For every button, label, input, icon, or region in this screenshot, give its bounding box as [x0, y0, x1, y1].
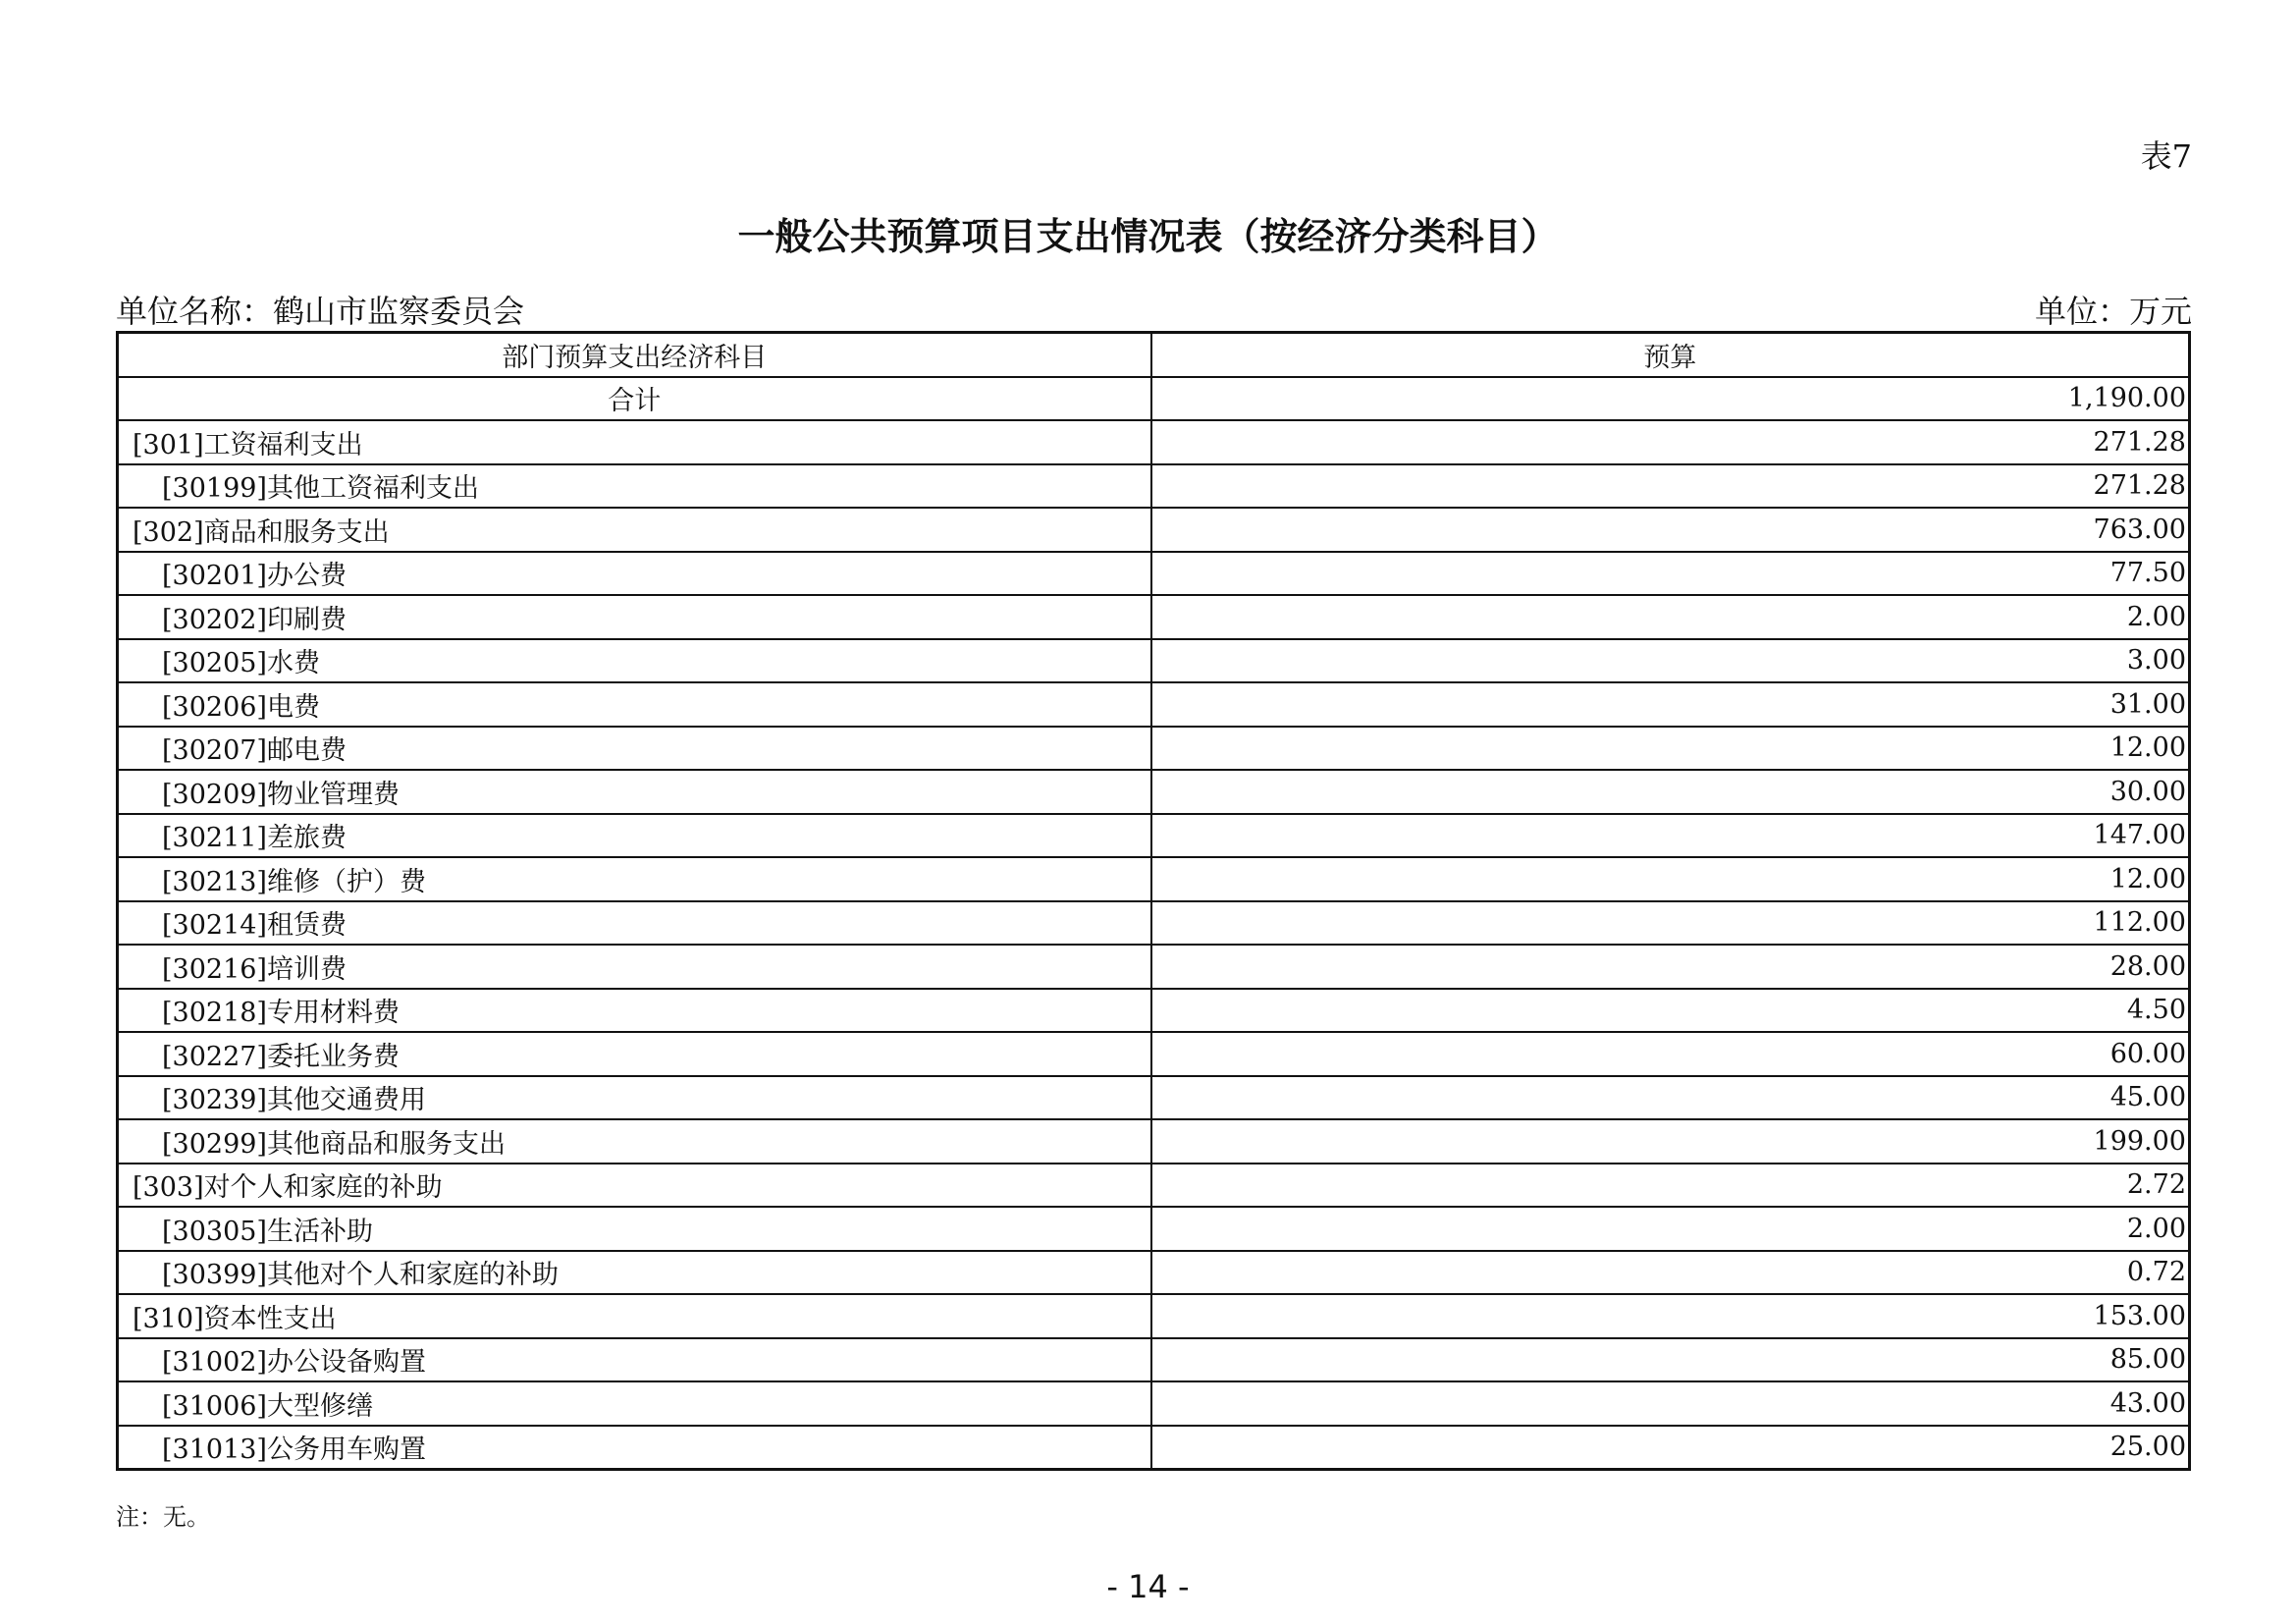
- category-cell: [30305]生活补助: [118, 1207, 1151, 1251]
- category-cell: 合计: [118, 377, 1151, 421]
- table-row: [118, 595, 2190, 639]
- table-row: [118, 1032, 2190, 1076]
- category-cell: [30199]其他工资福利支出: [118, 464, 1151, 509]
- amount-cell: 0.72: [1151, 1251, 2190, 1295]
- table-row: [118, 1119, 2190, 1164]
- amount-cell: 2.00: [1151, 595, 2190, 639]
- amount-cell: 763.00: [1151, 508, 2190, 552]
- table-row: [118, 945, 2190, 989]
- amount-cell: 31.00: [1151, 682, 2190, 727]
- amount-cell: 12.00: [1151, 857, 2190, 901]
- table-row: [118, 682, 2190, 727]
- category-cell: [30399]其他对个人和家庭的补助: [118, 1251, 1151, 1295]
- column-header-category: 部门预算支出经济科目: [118, 333, 1151, 377]
- category-cell: [31013]公务用车购置: [118, 1426, 1151, 1470]
- table-row: [118, 464, 2190, 509]
- category-cell: [301]工资福利支出: [118, 420, 1151, 464]
- category-cell: [30218]专用材料费: [118, 989, 1151, 1033]
- category-cell: [31002]办公设备购置: [118, 1338, 1151, 1382]
- category-cell: [30299]其他商品和服务支出: [118, 1119, 1151, 1164]
- table-row: [118, 1207, 2190, 1251]
- amount-cell: 4.50: [1151, 989, 2190, 1033]
- amount-cell: 30.00: [1151, 770, 2190, 814]
- amount-cell: 28.00: [1151, 945, 2190, 989]
- category-cell: [30216]培训费: [118, 945, 1151, 989]
- table-body: [118, 377, 2190, 1470]
- category-cell: [30239]其他交通费用: [118, 1076, 1151, 1120]
- category-cell: [30207]邮电费: [118, 727, 1151, 771]
- table-row: [118, 1294, 2190, 1338]
- table-note: 注：无。: [116, 1503, 210, 1531]
- table-row: [118, 1426, 2190, 1470]
- currency-unit-label: 单位：万元: [2034, 293, 2192, 330]
- table-row: [118, 989, 2190, 1033]
- budget-table: [116, 331, 2191, 1471]
- amount-cell: 60.00: [1151, 1032, 2190, 1076]
- page-title: 一般公共预算项目支出情况表（按经济分类科目）: [737, 215, 1559, 258]
- amount-cell: 2.72: [1151, 1164, 2190, 1208]
- table-row: [118, 814, 2190, 858]
- amount-cell: 1,190.00: [1151, 377, 2190, 421]
- table-row: [118, 857, 2190, 901]
- table-total-row: [118, 377, 2190, 421]
- amount-cell: 2.00: [1151, 1207, 2190, 1251]
- category-cell: [31006]大型修缮: [118, 1381, 1151, 1426]
- amount-cell: 45.00: [1151, 1076, 2190, 1120]
- amount-cell: 271.28: [1151, 464, 2190, 509]
- amount-cell: 199.00: [1151, 1119, 2190, 1164]
- table-row: [118, 1251, 2190, 1295]
- table-row: [118, 1076, 2190, 1120]
- category-cell: [30227]委托业务费: [118, 1032, 1151, 1076]
- table-row: [118, 1164, 2190, 1208]
- column-header-budget: 预算: [1151, 333, 2190, 377]
- table-number: 表7: [2140, 137, 2192, 175]
- category-cell: [30211]差旅费: [118, 814, 1151, 858]
- table-header-row: [118, 333, 2190, 377]
- table-row: [118, 552, 2190, 596]
- unit-name-label: 单位名称：鹤山市监察委员会: [116, 293, 525, 330]
- amount-cell: 147.00: [1151, 814, 2190, 858]
- category-cell: [30213]维修（护）费: [118, 857, 1151, 901]
- amount-cell: 85.00: [1151, 1338, 2190, 1382]
- category-cell: [30205]水费: [118, 639, 1151, 683]
- table-row: [118, 770, 2190, 814]
- table-row: [118, 901, 2190, 946]
- category-cell: [30209]物业管理费: [118, 770, 1151, 814]
- amount-cell: 12.00: [1151, 727, 2190, 771]
- amount-cell: 153.00: [1151, 1294, 2190, 1338]
- category-cell: [30202]印刷费: [118, 595, 1151, 639]
- table-row: [118, 727, 2190, 771]
- category-cell: [310]资本性支出: [118, 1294, 1151, 1338]
- amount-cell: 271.28: [1151, 420, 2190, 464]
- amount-cell: 43.00: [1151, 1381, 2190, 1426]
- table-row: [118, 1338, 2190, 1382]
- amount-cell: 77.50: [1151, 552, 2190, 596]
- category-cell: [303]对个人和家庭的补助: [118, 1164, 1151, 1208]
- table-row: [118, 420, 2190, 464]
- amount-cell: 3.00: [1151, 639, 2190, 683]
- table-row: [118, 508, 2190, 552]
- page-number: - 14 -: [1106, 1568, 1190, 1605]
- category-cell: [302]商品和服务支出: [118, 508, 1151, 552]
- table-row: [118, 639, 2190, 683]
- category-cell: [30214]租赁费: [118, 901, 1151, 946]
- table-row: [118, 1381, 2190, 1426]
- amount-cell: 112.00: [1151, 901, 2190, 946]
- category-cell: [30201]办公费: [118, 552, 1151, 596]
- category-cell: [30206]电费: [118, 682, 1151, 727]
- amount-cell: 25.00: [1151, 1426, 2190, 1470]
